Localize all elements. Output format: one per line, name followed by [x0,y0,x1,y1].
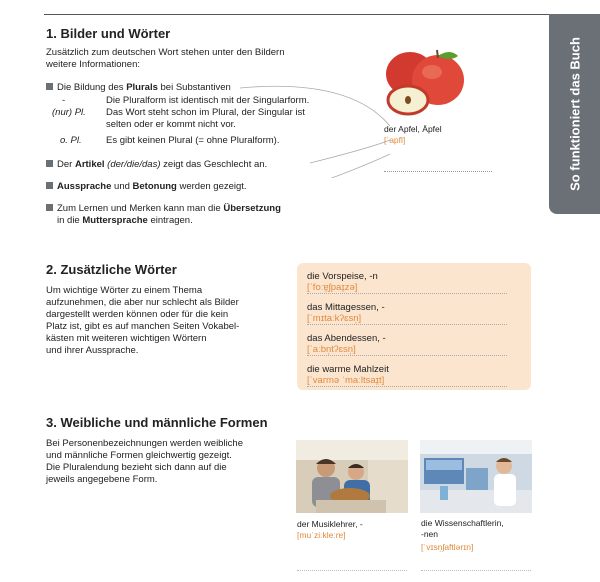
bullet-square-icon [46,182,53,189]
photo-scientist [420,440,532,513]
article-item: Der Artikel (der/die/das) zeigt das Geschlecht an. [46,159,267,171]
bullet-square-icon [46,83,53,90]
side-tab-label: So funktioniert das Buch [567,37,582,191]
apple-ipa: [ˈapfl] [384,135,406,145]
photo2-word: die Wissenschaftlerin, -nen [421,518,504,539]
photo2-translation-line [421,570,531,571]
vocabulary-box [297,263,531,390]
plural-text-1: Die Pluralform ist identisch mit der Singularform. [106,95,310,106]
bullet-square-icon [46,160,53,167]
apple-translation-line [384,171,492,172]
vocab-entry: die Vorspeise, -n [ˈfoːɐ̯ʃpaɪ̯zə] [307,271,507,294]
vocab-entry: das Mittagessen, - [ˈmɪtaːkʔɛsn̩] [307,302,507,325]
section2-body: Um wichtige Wörter zu einem Thema aufzunehmen, die aber nur schlecht als Bilder dargestellt werden können oder für die kein Platz ist, gibt es auf manchen Seiten Vokabel- kästen mit weiteren wichtigen Wörtern und ihrer Aussprache. [46,285,240,356]
section3-title: 3. Weibliche und männliche Formen [46,415,268,430]
apple-word: der Apfel, Äpfel [384,124,442,134]
vocab-entry: die warme Mahlzeit [ˈvarmə ˈmaːltsaɪ̯t] [307,364,507,387]
plural-text-3: selten oder er kommt nicht vor. [106,119,236,130]
photo-music-teacher [296,440,408,513]
section2-title: 2. Zusätzliche Wörter [46,262,177,277]
plural-text-4: Es gibt keinen Plural (= ohne Pluralform). [106,135,280,146]
plural-mark-2: (nur) Pl. [52,107,86,118]
translation-item: Zum Lernen und Merken kann man die Übersetzung in die Muttersprache eintragen. [46,203,281,227]
section1-title: 1. Bilder und Wörter [46,26,171,41]
section3-body: Bei Personenbezeichnungen werden weibliche und männliche Formen gleichwertig gezeigt. Die Pluralendung bezieht sich dann auf die jeweils angegebene Form. [46,438,243,485]
plural-mark-4: o. Pl. [60,135,82,146]
photo1-translation-line [297,570,407,571]
side-tab [549,14,600,214]
photo1-ipa: [muˈziːkleːrɐ] [297,530,346,540]
pronunciation-item: Aussprache und Betonung werden gezeigt. [46,181,247,193]
bullet-square-icon [46,204,53,211]
photo2-ipa: [ˈvɪsn̩ʃaftlərɪn] [421,542,474,552]
vocab-entry: das Abendessen, - [ˈaːbn̩tʔɛsn̩] [307,333,507,356]
plural-item: Die Bildung des Plurals bei Substantiven [46,82,231,94]
top-rule [44,14,556,15]
plural-text-2: Das Wort steht schon im Plural, der Singular ist [106,107,305,118]
photo1-word: der Musiklehrer, - [297,519,363,529]
section1-intro: Zusätzlich zum deutschen Wort stehen unter den Bildern weitere Informationen: [46,47,285,70]
plural-mark-1: - [62,95,66,106]
